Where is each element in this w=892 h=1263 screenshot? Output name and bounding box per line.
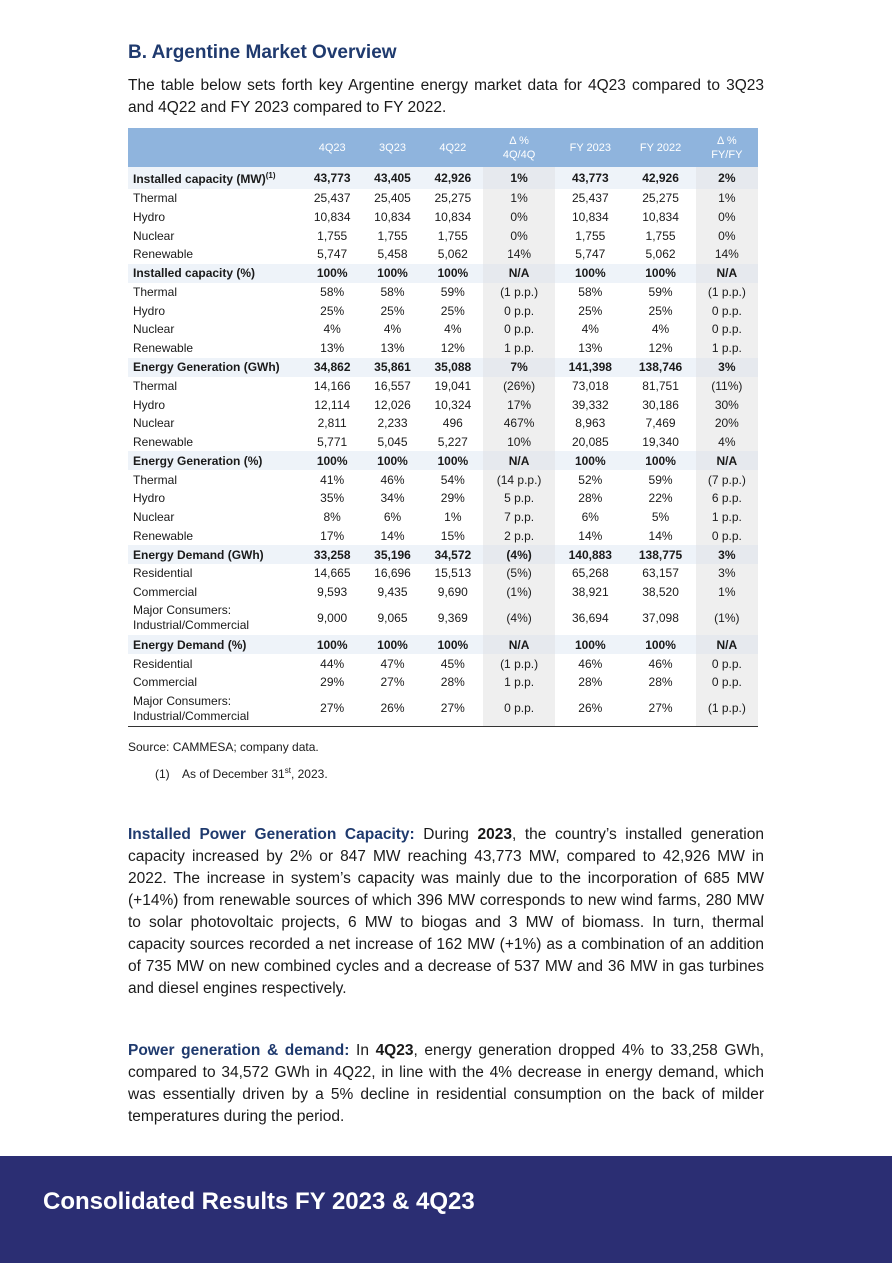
table-cell: 0%: [696, 208, 758, 227]
table-cell: 44%: [320, 656, 345, 671]
table-row: [128, 377, 758, 396]
table-cell: 100%: [362, 451, 422, 470]
table-cell: 25,437: [313, 191, 351, 206]
row-label: Commercial: [133, 585, 198, 600]
table-cell: 100%: [362, 635, 422, 654]
table-cell: 9,000: [317, 610, 348, 625]
table-row: [128, 339, 758, 358]
table-cell: 0%: [483, 226, 555, 245]
table-row: [128, 189, 758, 208]
table-cell: 19,340: [642, 434, 679, 449]
table-cell: 27%: [380, 675, 405, 690]
table-cell: 100%: [423, 451, 483, 470]
table-row: [128, 358, 758, 377]
row-label: Energy Demand (GWh): [128, 545, 302, 564]
column-header-fy2023: FY 2023: [555, 128, 625, 167]
table-row: [128, 283, 758, 302]
table-row: [128, 564, 758, 583]
table-cell: 8,963: [575, 416, 606, 431]
column-header-fy2022: FY 2022: [625, 128, 695, 167]
table-cell: 25,405: [374, 191, 411, 206]
row-label: Energy Generation (%): [128, 451, 302, 470]
column-header-4q22: 4Q22: [423, 128, 483, 167]
table-cell: 58%: [320, 285, 345, 300]
table-cell: 5,747: [317, 247, 348, 262]
table-cell: 10,324: [434, 397, 472, 412]
table-cell: N/A: [696, 635, 758, 654]
table-cell: 7,469: [645, 416, 676, 431]
table-cell: 22%: [648, 491, 673, 506]
table-cell: 14%: [380, 528, 405, 543]
table-cell: 25,437: [571, 191, 609, 206]
table-cell: 81,751: [642, 378, 679, 393]
row-label: Nuclear: [133, 416, 175, 431]
table-cell: (26%): [483, 377, 555, 396]
paragraph-text: , energy generation dropped 4% to 33,258 GWh, compared to 34,572 GWh in 4Q22, in line with the 4% decrease in energy demand, which was essentially driven by a 5% decline in residential consumption on the back of milder temperatures during the period.: [128, 1042, 764, 1125]
table-cell: 0%: [696, 226, 758, 245]
table-cell: 12,114: [314, 397, 351, 412]
table-cell: N/A: [696, 451, 758, 470]
table-row: [128, 654, 758, 673]
table-cell: 33,258: [302, 545, 362, 564]
table-cell: 25,275: [434, 191, 472, 206]
table-row: [128, 692, 758, 727]
table-cell: 14%: [696, 245, 758, 264]
table-cell: 5,747: [575, 247, 606, 262]
table-cell: 9,065: [377, 610, 408, 625]
table-cell: 35,196: [362, 545, 422, 564]
table-cell: 39,332: [571, 397, 609, 412]
table-cell: 25,275: [642, 191, 679, 206]
table-cell: 467%: [483, 414, 555, 433]
table-cell: 7 p.p.: [483, 508, 555, 527]
table-source: Source: CAMMESA; company data.: [128, 740, 319, 754]
table-row: [128, 673, 758, 692]
table-cell: 59%: [440, 285, 465, 300]
table-cell: 5,227: [437, 434, 468, 449]
table-cell: 35,861: [362, 358, 422, 377]
table-cell: 16,557: [374, 378, 411, 393]
row-label: Major Consumers: Industrial/Commercial: [133, 603, 250, 633]
table-header-row: [128, 128, 758, 167]
paragraph-lead: Power generation & demand:: [128, 1042, 350, 1059]
table-cell: 14%: [483, 245, 555, 264]
table-cell: 43,773: [302, 167, 362, 189]
generation-demand-paragraph: [128, 1040, 764, 1128]
table-cell: 26%: [362, 692, 422, 727]
column-header-3q23: 3Q23: [362, 128, 422, 167]
table-cell: 43,773: [555, 167, 625, 189]
table-cell: 0 p.p.: [483, 301, 555, 320]
table-cell: 100%: [302, 264, 362, 283]
table-cell: 35%: [320, 491, 345, 506]
table-cell: 13%: [380, 341, 405, 356]
table-cell: 46%: [380, 472, 405, 487]
table-cell: 52%: [578, 472, 603, 487]
table-cell: 1%: [444, 509, 462, 524]
table-cell: 38,520: [642, 585, 679, 600]
table-cell: 34,572: [423, 545, 483, 564]
table-cell: 4%: [696, 433, 758, 452]
table-body: [128, 167, 758, 726]
table-cell: 1,755: [317, 228, 348, 243]
table-cell: 3%: [696, 564, 758, 583]
table-cell: 17%: [320, 528, 345, 543]
table-cell: 59%: [648, 285, 673, 300]
table-cell: 1,755: [437, 228, 468, 243]
row-label: Nuclear: [133, 322, 175, 337]
table-cell: N/A: [483, 451, 555, 470]
table-cell: (4%): [483, 545, 555, 564]
footnote-sup: st: [284, 766, 291, 775]
table-cell: 138,746: [625, 358, 695, 377]
table-cell: 1%: [696, 583, 758, 602]
table-cell: 12%: [440, 341, 465, 356]
table-row: [128, 451, 758, 470]
table-row: [128, 545, 758, 564]
table-row: [128, 635, 758, 654]
table-cell: (11%): [696, 377, 758, 396]
table-cell: 46%: [648, 656, 673, 671]
table-cell: (4%): [483, 601, 555, 635]
row-label: Commercial: [133, 675, 198, 690]
table-cell: 36,694: [571, 610, 609, 625]
table-cell: 100%: [555, 451, 625, 470]
paragraph-bold: 2023: [477, 826, 512, 843]
table-cell: 26%: [555, 692, 625, 727]
table-cell: (1 p.p.): [483, 654, 555, 673]
footnote-text-before: As of December 31: [182, 767, 285, 781]
table-cell: 42,926: [423, 167, 483, 189]
row-label: Residential: [133, 566, 193, 581]
table-cell: N/A: [483, 635, 555, 654]
table-cell: (14 p.p.): [483, 470, 555, 489]
table-cell: 15%: [440, 528, 465, 543]
table-cell: 3%: [696, 358, 758, 377]
table-cell: 25%: [380, 303, 405, 318]
table-cell: 100%: [423, 264, 483, 283]
row-label: Thermal: [133, 285, 178, 300]
table-cell: 14%: [578, 528, 603, 543]
table-cell: 4%: [383, 322, 402, 337]
table-cell: 29%: [320, 675, 345, 690]
table-cell: 0 p.p.: [696, 654, 758, 673]
table-cell: 5,771: [317, 434, 348, 449]
row-label: Hydro: [133, 210, 166, 225]
section-title: B. Argentine Market Overview: [128, 42, 397, 63]
table-cell: 25%: [440, 303, 465, 318]
table-cell: 20,085: [571, 434, 609, 449]
table-cell: 100%: [625, 264, 695, 283]
table-cell: 100%: [625, 451, 695, 470]
table-cell: 29%: [440, 491, 465, 506]
table-cell: (1 p.p.): [696, 283, 758, 302]
table-cell: 5%: [651, 509, 670, 524]
table-cell: 12%: [648, 341, 673, 356]
table-cell: 10,834: [434, 210, 472, 225]
table-cell: 30,186: [642, 397, 679, 412]
table-row: [128, 264, 758, 283]
table-cell: 0 p.p.: [696, 320, 758, 339]
row-label: Nuclear: [133, 228, 175, 243]
table-cell: 28%: [578, 675, 603, 690]
table-cell: 100%: [362, 264, 422, 283]
table-cell: 12,026: [374, 397, 411, 412]
table-row: [128, 601, 758, 635]
row-label: Hydro: [133, 303, 166, 318]
paragraph-bold: 4Q23: [375, 1042, 414, 1059]
table-cell: 1,755: [645, 228, 676, 243]
table-cell: 496: [442, 416, 463, 431]
table-cell: 141,398: [555, 358, 625, 377]
table-cell: 5 p.p.: [483, 489, 555, 508]
table-cell: 20%: [696, 414, 758, 433]
row-label: Major Consumers: Industrial/Commercial: [128, 692, 302, 727]
table-cell: 27%: [302, 692, 362, 727]
table-cell: 6 p.p.: [696, 489, 758, 508]
delta-q-sub: 4Q/4Q: [502, 148, 536, 161]
table-cell: 27%: [423, 692, 483, 727]
table-cell: 5,062: [437, 247, 468, 262]
row-label: Renewable: [133, 528, 194, 543]
table-cell: 2%: [696, 167, 758, 189]
table-row: [128, 470, 758, 489]
table-cell: 100%: [423, 635, 483, 654]
table-cell: 25%: [578, 303, 603, 318]
table-cell: 5,062: [645, 247, 676, 262]
footnote-text-after: , 2023.: [290, 767, 328, 781]
table-cell: 17%: [483, 395, 555, 414]
table-cell: 10,834: [374, 210, 411, 225]
paragraph-lead: Installed Power Generation Capacity:: [128, 826, 415, 843]
table-row: [128, 433, 758, 452]
footer-title: Consolidated Results FY 2023 & 4Q23: [43, 1188, 475, 1215]
table-cell: (1%): [696, 601, 758, 635]
column-header-4q23: 4Q23: [302, 128, 362, 167]
table-cell: 13%: [320, 341, 345, 356]
table-cell: 13%: [578, 341, 603, 356]
table-cell: 5,458: [377, 247, 408, 262]
row-label: Thermal: [133, 472, 178, 487]
table-cell: 45%: [440, 656, 465, 671]
table-cell: 1%: [483, 189, 555, 208]
installed-capacity-paragraph: [128, 824, 764, 1000]
row-label: Energy Demand (%): [128, 635, 302, 654]
table-cell: 100%: [302, 635, 362, 654]
table-row: [128, 414, 758, 433]
footer-banner: [0, 1156, 892, 1263]
table-cell: 1 p.p.: [696, 508, 758, 527]
table-cell: 54%: [440, 472, 465, 487]
table-cell: 9,593: [317, 585, 348, 600]
table-cell: 7%: [483, 358, 555, 377]
table-cell: 1,755: [377, 228, 408, 243]
table-row: [128, 489, 758, 508]
table-cell: 41%: [320, 472, 345, 487]
table-cell: 28%: [578, 491, 603, 506]
table-cell: 6%: [383, 509, 402, 524]
table-cell: 42,926: [625, 167, 695, 189]
row-label: Renewable: [133, 341, 194, 356]
table-cell: 0 p.p.: [483, 320, 555, 339]
delta-q-label: Δ %: [509, 134, 529, 147]
table-cell: 6%: [581, 509, 599, 524]
table-cell: 2,233: [377, 416, 408, 431]
column-header-delta-quarter: [483, 128, 555, 167]
table-cell: (1 p.p.): [483, 283, 555, 302]
table-cell: 4%: [651, 322, 670, 337]
table-cell: 73,018: [571, 378, 609, 393]
table-cell: 10,834: [642, 210, 679, 225]
table-cell: 0 p.p.: [696, 673, 758, 692]
row-label: Nuclear: [133, 509, 175, 524]
table-cell: 0 p.p.: [696, 301, 758, 320]
table-cell: 0 p.p.: [696, 526, 758, 545]
table-cell: 1%: [483, 167, 555, 189]
market-data-table: [128, 128, 758, 727]
table-cell: N/A: [483, 264, 555, 283]
intro-paragraph: The table below sets forth key Argentine energy market data for 4Q23 compared to 3Q23 and 4Q22 and FY 2023 compared to FY 2022.: [128, 77, 764, 116]
table-cell: 38,921: [571, 585, 609, 600]
table-cell: 1%: [696, 189, 758, 208]
table-cell: 100%: [555, 635, 625, 654]
table-cell: 10,834: [571, 210, 609, 225]
table-cell: 58%: [578, 285, 603, 300]
table-cell: 9,690: [437, 585, 468, 600]
row-label: Installed capacity (MW)$^{(1)}$: [128, 167, 302, 189]
footnote: [155, 766, 328, 781]
footnote-marker: (1): [265, 170, 276, 180]
table-cell: 46%: [578, 656, 603, 671]
table-cell: 58%: [380, 285, 405, 300]
table-cell: 100%: [625, 635, 695, 654]
table-cell: 19,041: [434, 378, 472, 393]
table-cell: 100%: [302, 451, 362, 470]
table-row: [128, 583, 758, 602]
table-cell: 2 p.p.: [483, 526, 555, 545]
row-label: Renewable: [133, 247, 194, 262]
row-label: Installed capacity (%): [128, 264, 302, 283]
table-cell: 138,775: [625, 545, 695, 564]
table-cell: 4%: [581, 322, 599, 337]
table-cell: 4%: [323, 322, 341, 337]
table-cell: 27%: [625, 692, 695, 727]
table-cell: 3%: [696, 545, 758, 564]
table-cell: 10,834: [313, 210, 351, 225]
paragraph-text: During: [414, 826, 478, 843]
table-cell: 14,665: [313, 566, 351, 581]
delta-fy-label: Δ %: [717, 134, 737, 147]
table-cell: (5%): [483, 564, 555, 583]
row-label: Residential: [133, 656, 193, 671]
row-label: Hydro: [133, 491, 166, 506]
footnote-number: (1): [155, 767, 170, 781]
row-label: Thermal: [133, 378, 178, 393]
row-label: Thermal: [133, 191, 178, 206]
table-cell: 47%: [380, 656, 405, 671]
table-cell: 28%: [648, 675, 673, 690]
table-row: [128, 301, 758, 320]
row-label: Renewable: [133, 434, 194, 449]
table-row: [128, 245, 758, 264]
table-cell: 34%: [380, 491, 405, 506]
table-row: [128, 167, 758, 189]
table-cell: 5,045: [377, 434, 408, 449]
table-cell: 25%: [648, 303, 673, 318]
table-row: [128, 508, 758, 527]
table-cell: 1 p.p.: [483, 339, 555, 358]
table-cell: 28%: [440, 675, 465, 690]
table-cell: 4%: [444, 322, 462, 337]
table-cell: 37,098: [642, 610, 679, 625]
table-cell: 65,268: [571, 566, 609, 581]
table-cell: 15,513: [434, 566, 472, 581]
table-cell: 140,883: [555, 545, 625, 564]
table-cell: 1,755: [575, 228, 606, 243]
table-cell: 30%: [696, 395, 758, 414]
paragraph-text: , the country’s installed generation capacity increased by 2% or 847 MW reaching 43,773 MW, compared to 42,926 MW in 2022. The increase in system’s capacity was mainly due to the incorporation of 685 MW (+14%) from renewable sources of which 396 MW corresponds to new wind farms, 280 MW to solar photovoltaic projects, 6 MW to biogas and 3 MW of biomass. In turn, thermal capacity sources recorded a net increase of 162 MW (+1%) as a combination of an addition of 735 MW on new combined cycles and a decrease of 537 MW and 36 MW in gas turbines and diesel engines respectively.: [128, 826, 764, 997]
table-cell: 14,166: [313, 378, 351, 393]
column-header-delta-fy: [696, 128, 758, 167]
table-row: [128, 226, 758, 245]
table-cell: 43,405: [362, 167, 422, 189]
paragraph-text: In: [349, 1042, 376, 1059]
table-cell: 63,157: [642, 566, 679, 581]
table-cell: (1 p.p.): [696, 692, 758, 727]
table-row: [128, 208, 758, 227]
table-cell: 59%: [648, 472, 673, 487]
table-row: [128, 320, 758, 339]
table-cell: 8%: [323, 509, 341, 524]
table-cell: N/A: [696, 264, 758, 283]
table-cell: 34,862: [302, 358, 362, 377]
table-row: [128, 526, 758, 545]
table-row: [128, 395, 758, 414]
table-cell: 9,369: [437, 610, 468, 625]
table-cell: (1%): [483, 583, 555, 602]
table-cell: 16,696: [374, 566, 411, 581]
table-cell: 25%: [320, 303, 345, 318]
table-cell: 9,435: [377, 585, 408, 600]
row-label: Energy Generation (GWh): [128, 358, 302, 377]
table-cell: 1 p.p.: [483, 673, 555, 692]
table-cell: 0 p.p.: [483, 692, 555, 727]
table-cell: 0%: [483, 208, 555, 227]
table-cell: 100%: [555, 264, 625, 283]
table-cell: 35,088: [423, 358, 483, 377]
delta-fy-sub: FY/FY: [711, 148, 743, 161]
table-cell: 2,811: [317, 416, 347, 431]
table-cell: 14%: [648, 528, 673, 543]
table-cell: 10%: [483, 433, 555, 452]
table-cell: 1 p.p.: [696, 339, 758, 358]
row-label: Hydro: [133, 397, 166, 412]
column-header-label: [128, 128, 302, 167]
table-cell: (7 p.p.): [696, 470, 758, 489]
